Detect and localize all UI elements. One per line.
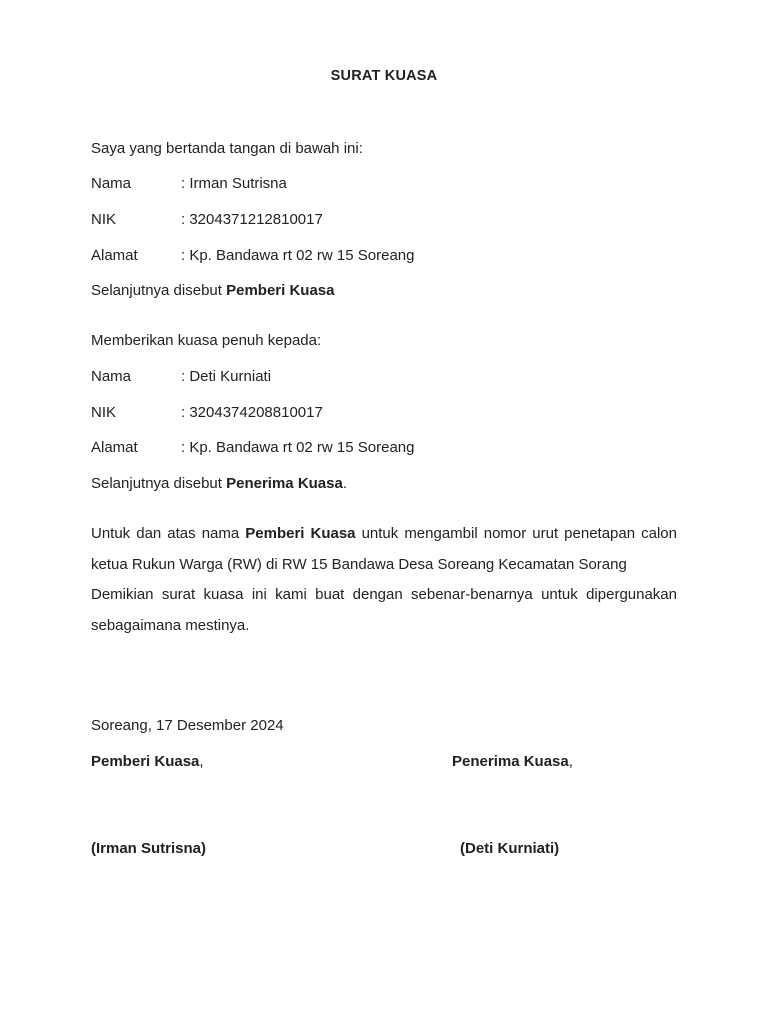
body-line-2: ketua Rukun Warga (RW) di RW 15 Bandawa Desa Soreang Kecamatan Sorang [91, 555, 627, 573]
receiver-designation-suffix: . [342, 475, 348, 492]
giver-address-label: Alamat [91, 247, 138, 264]
giver-name-label: Nama [91, 175, 132, 192]
giver-name-value: : Irman Sutrisna [181, 175, 287, 192]
giver-nik-row [91, 211, 323, 229]
giver-address-row [91, 247, 414, 265]
grant-intro-text: Memberikan kuasa penuh kepada: [91, 332, 322, 349]
receiver-signature-comma: , [568, 753, 573, 770]
giver-designation [91, 282, 335, 300]
giver-designation-role: Pemberi Kuasa [226, 282, 335, 299]
body-line-1-bold: Pemberi Kuasa [245, 525, 356, 542]
body-paragraph [91, 519, 677, 641]
body-line-1-prefix: Untuk dan atas nama [91, 525, 246, 542]
body-line-1-suffix: untuk mengambil nomor urut penetapan calon [355, 525, 677, 542]
receiver-name-label: Nama [91, 368, 132, 385]
receiver-nik-value: : 3204374208810017 [181, 404, 323, 421]
giver-nik-value: : 3204371212810017 [181, 211, 323, 228]
giver-signature-role: Pemberi Kuasa [91, 753, 200, 770]
giver-address-value: : Kp. Bandawa rt 02 rw 15 Soreang [181, 247, 415, 264]
document-title: SURAT KUASA [330, 68, 438, 84]
body-line-3: Demikian surat kuasa ini kami buat dengan sebenar-benarnya untuk dipergunakan [91, 586, 677, 603]
body-line-4: sebagaimana mestinya. [91, 616, 250, 634]
receiver-signature-role: Penerima Kuasa [452, 753, 569, 770]
giver-signature-comma: , [199, 753, 204, 770]
receiver-address-row [91, 439, 414, 457]
receiver-nik-label: NIK [91, 404, 117, 421]
receiver-address-value: : Kp. Bandawa rt 02 rw 15 Soreang [181, 439, 415, 456]
giver-signature-title [91, 753, 204, 771]
giver-signature-name: (Irman Sutrisna) [91, 840, 207, 857]
receiver-nik-row [91, 404, 323, 422]
receiver-address-label: Alamat [91, 439, 138, 456]
place-date: Soreang, 17 Desember 2024 [91, 717, 284, 734]
giver-nik-label: NIK [91, 211, 117, 228]
receiver-designation [91, 475, 347, 493]
receiver-signature-name: (Deti Kurniati) [460, 840, 560, 857]
intro-text: Saya yang bertanda tangan di bawah ini: [91, 140, 363, 157]
receiver-designation-prefix: Selanjutnya disebut [91, 475, 227, 492]
giver-designation-prefix: Selanjutnya disebut [91, 282, 227, 299]
receiver-name-value: : Deti Kurniati [181, 368, 272, 385]
receiver-designation-role: Penerima Kuasa [226, 475, 343, 492]
giver-name-row [91, 175, 287, 193]
receiver-name-row [91, 368, 271, 386]
body-line-1 [91, 519, 677, 550]
receiver-signature-title [452, 753, 573, 771]
